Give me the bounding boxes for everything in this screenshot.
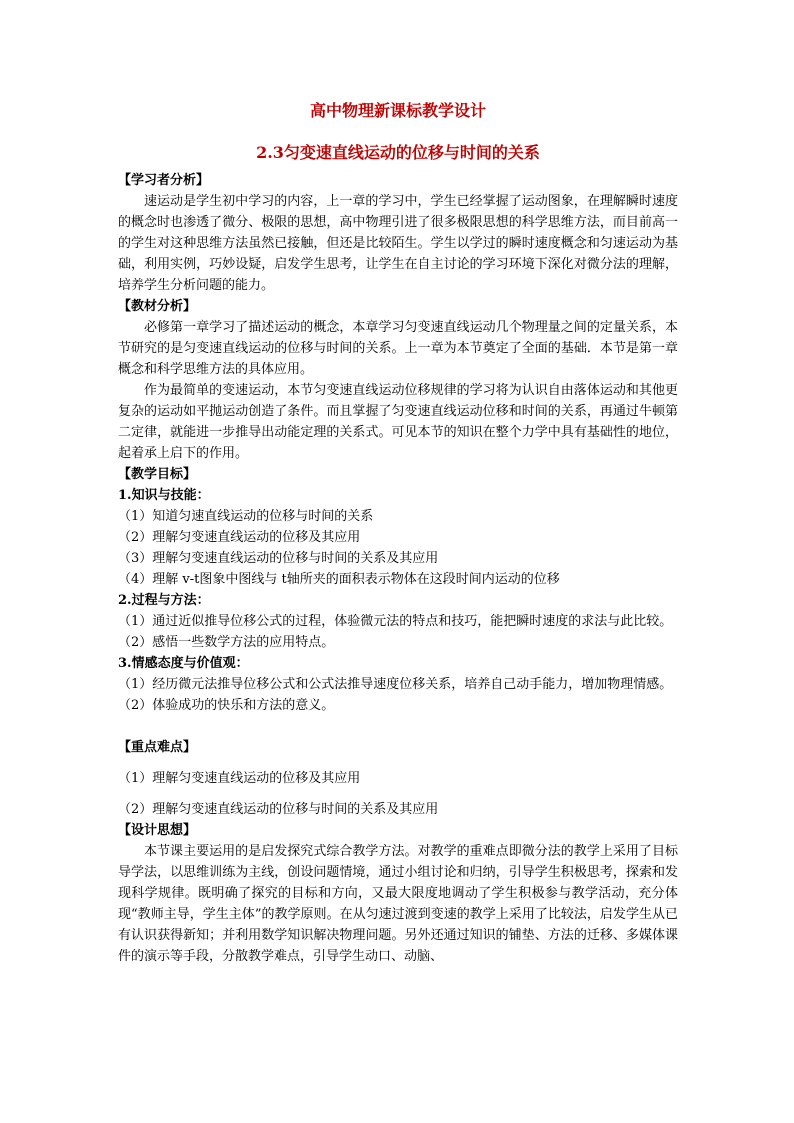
goal-item: （4）理解 v-t图象中图线与 t轴所夹的面积表示物体在这段时间内运动的位移 bbox=[118, 572, 560, 587]
goal-item: （3）理解匀变速直线运动的位移与时间的关系及其应用 bbox=[118, 551, 439, 566]
goal-item: （1）通过近似推导位移公式的过程，体验微元法的特点和技巧，能把瞬时速度的求法与此比较。 bbox=[118, 614, 673, 629]
design-idea-paragraph: 本节课主要运用的是启发探究式综合教学方法。对教学的重难点即微分法的教学上采用了目标导学法，以思维训练为主线，创设问题情境，通过小组讨论和归纳，引导学生积极思考，探索和发现科学规律。既明确了探究的目标和方向，又最大限度地调动了学生积极参与教学活动，充分体现“教师主导，学生主体”的教学原则。在从匀速过渡到变速的教学上采用了比较法，启发学生从已有认识获得新知；并利用数学知识解决物理问题。另外还通过知识的铺垫、方法的迁移、多媒体课件的演示等手段，分散教学难点，引导学生动口、动脑、 bbox=[118, 844, 678, 964]
document-title: 高中物理新课标教学设计 bbox=[309, 101, 486, 120]
key-points-heading: 【重点难点】 bbox=[118, 740, 197, 755]
goal-item: （1）经历微元法推导位移公式和公式法推导速度位移关系，培养自己动手能力，增加物理情感。 bbox=[118, 677, 673, 692]
goal-item: （1）知道匀速直线运动的位移与时间的关系 bbox=[118, 509, 374, 524]
goal-attitude-values-heading: 3.情感态度与价值观： bbox=[118, 656, 249, 671]
goal-item: （2）感悟一些数学方法的应用特点。 bbox=[118, 635, 335, 650]
goal-process-method-heading: 2.过程与方法： bbox=[118, 593, 210, 608]
material-analysis-heading: 【教材分析】 bbox=[118, 299, 197, 314]
learner-analysis-heading: 【学习者分析】 bbox=[118, 173, 210, 188]
spacer bbox=[118, 789, 678, 799]
material-analysis-paragraph-2: 作为最简单的变速运动，本节匀变速直线运动位移规律的学习将为认识自由落体运动和其他更复杂的运动如平抛运动创造了条件。而且掌握了匀变速直线运动位移和时间的关系，再通过牛顿第二定律，就能进一步推导出动能定理的关系式。可见本节的知识在整个力学中具有基础性的地位，起着承上启下的作用。 bbox=[118, 383, 678, 461]
design-idea-heading: 【设计思想】 bbox=[118, 823, 197, 838]
teaching-goals-heading: 【教学目标】 bbox=[118, 467, 197, 482]
document-body bbox=[118, 100, 678, 967]
learner-analysis-paragraph: 速运动是学生初中学习的内容，上一章的学习中，学生已经掌握了运动图象，在理解瞬时速度的概念时也渗透了微分、极限的思想，高中物理引进了很多极限思想的科学思维方法，而目前高一的学生对这种思维方法虽然已接触，但还是比较陌生。学生以学过的瞬时速度概念和匀速运动为基础，利用实例，巧妙设疑，启发学生思考，让学生在自主讨论的学习环境下深化对微分法的理解，培养学生分析问题的能力。 bbox=[118, 194, 678, 293]
spacer bbox=[118, 716, 678, 737]
goal-item: （2）理解匀变速直线运动的位移及其应用 bbox=[118, 530, 361, 545]
spacer bbox=[118, 758, 678, 768]
key-point-item: （2）理解匀变速直线运动的位移与时间的关系及其应用 bbox=[118, 802, 439, 817]
goal-item: （2）体验成功的快乐和方法的意义。 bbox=[118, 698, 335, 713]
material-analysis-paragraph-1: 必修第一章学习了描述运动的概念，本章学习匀变速直线运动几个物理量之间的定量关系，本节研究的是匀变速直线运动的位移与时间的关系。上一章为本节奠定了全面的基础．本节是第一章概念和科学思维方法的具体应用。 bbox=[118, 320, 678, 377]
key-point-item: （1）理解匀变速直线运动的位移及其应用 bbox=[118, 771, 361, 786]
lesson-title: 2.3匀变速直线运动的位移与时间的关系 bbox=[256, 143, 540, 162]
goal-knowledge-skills-heading: 1.知识与技能： bbox=[118, 488, 210, 503]
